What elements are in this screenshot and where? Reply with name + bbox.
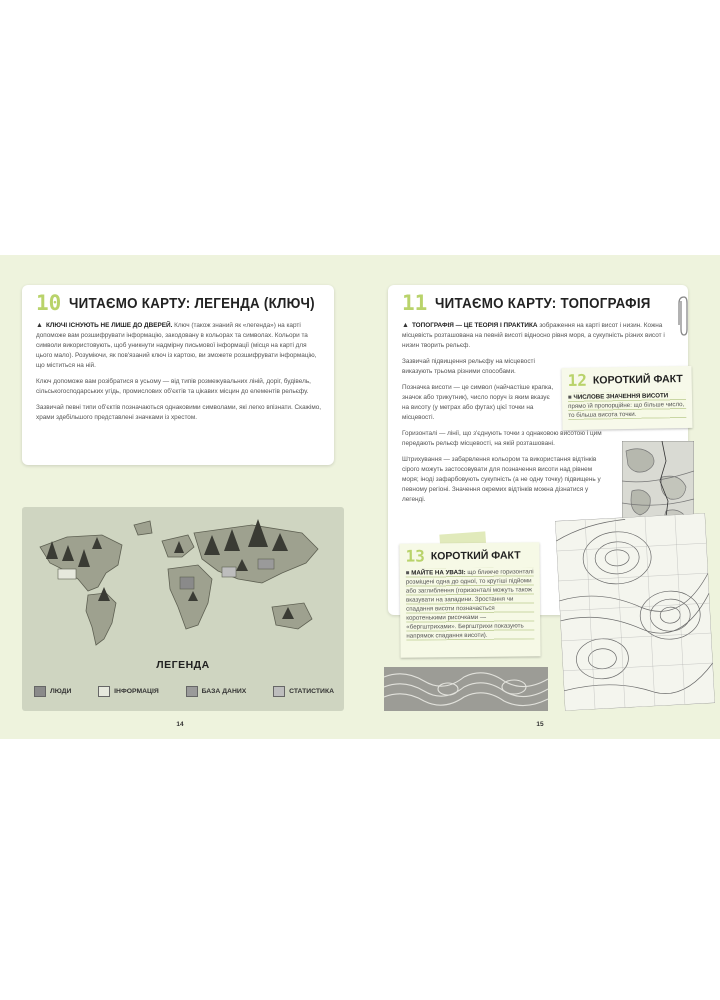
fact-title: КОРОТКИЙ ФАКТ bbox=[592, 372, 683, 387]
section-title: ЧИТАЄМО КАРТУ: ТОПОГРАФІЯ bbox=[435, 295, 651, 312]
lead-rest: зображення на карті висот і низин. Кожна місцевість розташована на певній висоті відносно рівня моря, а сукупність різних висот і низин творить рельєф. bbox=[402, 322, 665, 349]
section-lead-paragraph bbox=[36, 321, 322, 371]
section-paragraph-2: Ключ допоможе вам розібратися в усьому — від типів розмежувальних ліній, доріг, будівель, сільськогосподарських угідь, промислових об'єктів та цікавих місцин до елементів рельєфу. bbox=[36, 378, 311, 395]
legend-item-people bbox=[34, 686, 71, 697]
fact-12-note bbox=[561, 366, 692, 430]
right-page bbox=[360, 255, 720, 739]
section-lead-paragraph bbox=[402, 321, 676, 351]
lead-bold: КЛЮЧІ ІСНУЮТЬ НЕ ЛИШЕ ДО ДВЕРЕЙ. bbox=[45, 322, 173, 329]
world-map-svg bbox=[22, 507, 344, 657]
legend-label: ЛЮДИ bbox=[50, 688, 72, 695]
book-icon: ■ bbox=[405, 569, 410, 577]
left-page bbox=[0, 255, 360, 739]
graduation-cap-icon: ▲ bbox=[36, 322, 43, 329]
page-number-left: 14 bbox=[176, 721, 184, 728]
legend-item-information bbox=[98, 686, 159, 697]
world-map-illustration bbox=[22, 507, 344, 711]
legend-swatch bbox=[34, 686, 46, 697]
legend-label: СТАТИСТИКА bbox=[289, 688, 334, 695]
fact-rest: що ближче горизонталі розміщені одна до одної, то крутіші підйоми або заглиблення (горизонталі можуть також вказувати на западини. Зростання чи спадання висоти позначається коротенькими рисочками — «бергштрихами». Бергштрихи показують напрямок спадання висоти). bbox=[405, 568, 534, 640]
contour-map-large bbox=[555, 513, 715, 711]
fact-text bbox=[568, 391, 686, 420]
legend-title: ЛЕГЕНДА bbox=[156, 659, 210, 671]
legend-item-database bbox=[186, 686, 247, 697]
fact-number: 13 bbox=[405, 546, 425, 566]
fact-text bbox=[406, 567, 535, 640]
book-icon: ■ bbox=[567, 393, 572, 402]
section-paragraph-3: Позначка висоти — це символ (найчастіше крапка, значок або трикутник), число поруч із яким вказує на висоту (у метрах або футах) цієї точки на місцевості. bbox=[402, 384, 554, 421]
shaded-relief-strip bbox=[384, 667, 548, 711]
section-paragraph-3: Зазвичай певні типи об'єктів позначаються однаковими символами, які легко впізнати. Скажімо, храми здебільшого представлені значками із хрестом. bbox=[36, 404, 322, 421]
lead-rest: Ключ (також знаний як «легенда») на карті допоможе вам розшифрувати інформацію, закодовану в кольорах та символах. Кольори та символи використовують, щоб уникнути надмірну письмової інформації (місця на карті для цього мало). Розуміючи, як пов'язаний ключ із картою, ви зможете розшифрувати інформацію, що міститься на ній. bbox=[36, 322, 317, 369]
fact-rest: прямо їй пропорційне: що більше число, то більша висота точки. bbox=[568, 401, 685, 420]
paperclip-icon bbox=[678, 295, 690, 337]
fact-lead: ЧИСЛОВЕ ЗНАЧЕННЯ ВИСОТИ bbox=[573, 392, 669, 401]
legend-swatch bbox=[98, 686, 110, 697]
section-number: 10 bbox=[36, 291, 62, 315]
section-title: ЧИТАЄМО КАРТУ: ЛЕГЕНДА (КЛЮЧ) bbox=[69, 295, 316, 312]
fact-13-note bbox=[399, 542, 540, 657]
section-paragraph-4: Горизонталі — лінії, що з'єднують точки з однаковою висотою і цим передають рельєф місцевості, на якій розташовані. bbox=[402, 430, 602, 447]
legend-label: БАЗА ДАНИХ bbox=[201, 688, 247, 695]
legend-label: ІНФОРМАЦІЯ bbox=[114, 688, 159, 695]
section-10-card bbox=[22, 285, 334, 465]
fact-title: КОРОТКИЙ ФАКТ bbox=[430, 548, 521, 562]
book-spread bbox=[0, 255, 720, 739]
graduation-cap-icon: ▲ bbox=[402, 322, 409, 329]
greenland-shape bbox=[134, 521, 152, 535]
section-paragraph-5: Штрихування — забарвлення кольором та використання відтінків сірого можуть застосовувати для позначення висоти над рівнем моря; іноді зафарбовують сукупність (а не одну точку) підвищень у певному регіоні. Значення окремих відтінків можна дізнатися у легенді. bbox=[402, 456, 601, 503]
fact-number: 12 bbox=[567, 370, 588, 391]
lead-bold: ТОПОГРАФІЯ — ЦЕ ТЕОРІЯ І ПРАКТИКА bbox=[411, 322, 538, 329]
section-number: 11 bbox=[402, 291, 428, 315]
fact-lead: МАЙТЕ НА УВАЗІ: bbox=[411, 569, 466, 577]
section-paragraph-2: Зазвичай підвищення рельєфу на місцевості виказують трьома різними способами. bbox=[402, 358, 535, 375]
page-number-right: 15 bbox=[536, 721, 544, 728]
legend-swatch bbox=[186, 686, 198, 697]
legend-item-statistics bbox=[273, 686, 334, 697]
legend-row bbox=[34, 686, 334, 697]
legend-swatch bbox=[273, 686, 285, 697]
